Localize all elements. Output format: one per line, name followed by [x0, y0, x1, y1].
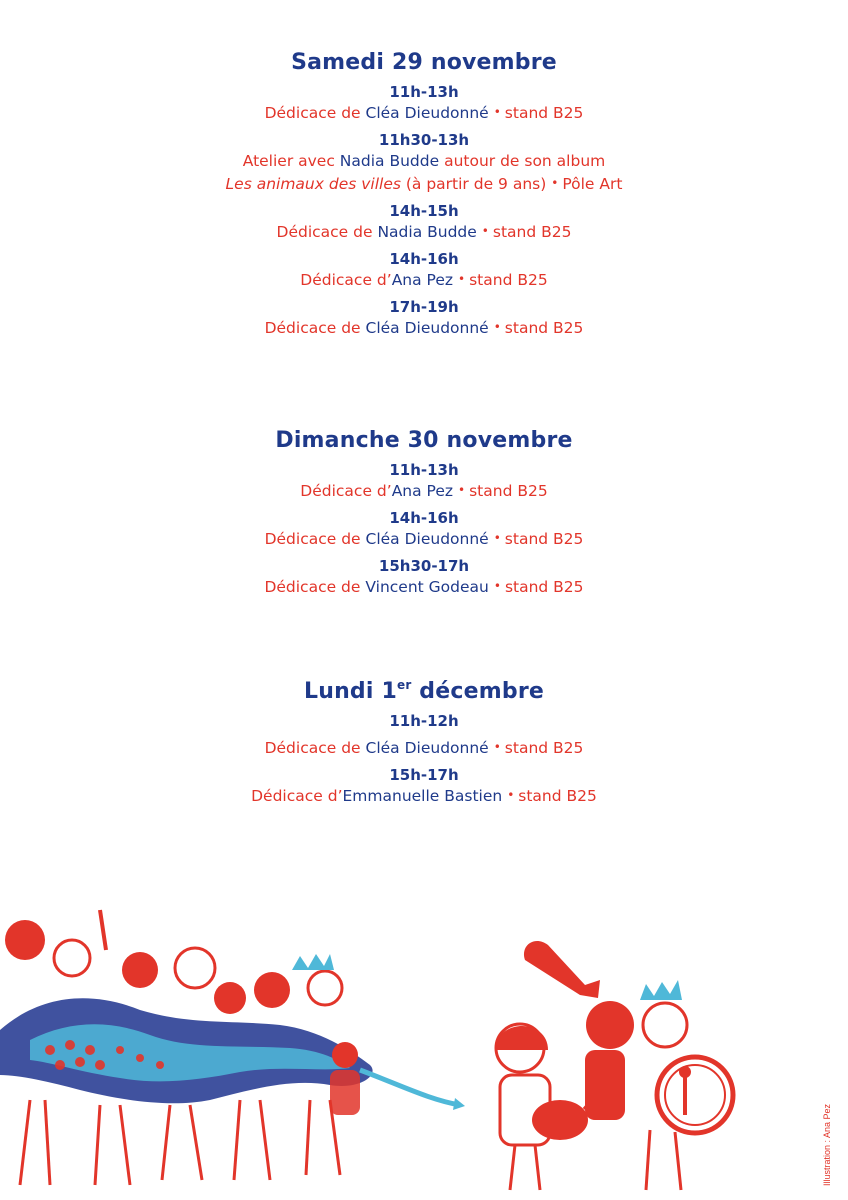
slot-prefix: Dédicace de	[264, 530, 366, 548]
time-slot	[0, 460, 848, 504]
slot-prefix: Atelier avec	[242, 152, 340, 170]
bullet-separator: •	[493, 740, 501, 754]
day-title: Dimanche 30 novembre	[275, 428, 573, 453]
figure-head	[175, 948, 215, 988]
author-name: Cléa Dieudonné	[365, 530, 489, 548]
bullet-separator: •	[493, 320, 501, 334]
slot-location: stand B25	[504, 104, 584, 122]
day-title	[0, 672, 848, 705]
slot-time: 17h-19h	[389, 298, 459, 316]
slot-time: 11h-12h	[389, 712, 459, 730]
slot-location: Pôle Art	[562, 175, 623, 193]
time-slot	[0, 508, 848, 552]
figure-head	[5, 920, 45, 960]
author-name: Ana Pez	[391, 482, 454, 500]
slot-description	[0, 737, 848, 761]
drum-icon	[657, 1057, 733, 1133]
bullet-separator: •	[481, 224, 489, 238]
parade-illustration	[0, 900, 848, 1200]
slot-location: stand B25	[469, 482, 548, 500]
figure-head	[586, 1001, 634, 1049]
slot-prefix: Dédicace de	[264, 104, 366, 122]
slot-time: 14h-15h	[389, 202, 459, 220]
slot-location: stand B25	[504, 319, 584, 337]
crown-icon	[640, 980, 682, 1000]
slot-description	[0, 576, 848, 600]
slot-description	[0, 150, 848, 173]
time-slot	[0, 765, 848, 809]
time-slot	[0, 201, 848, 245]
day-block-samedi	[0, 50, 848, 341]
slot-description	[0, 480, 848, 504]
slot-description	[0, 317, 848, 341]
figure-head	[643, 1003, 687, 1047]
album-note: (à partir de 9 ans)	[400, 175, 547, 193]
slot-description	[0, 785, 848, 809]
slot-description	[0, 221, 848, 245]
figure-head	[214, 982, 246, 1014]
time-slot	[0, 82, 848, 126]
slot-location: stand B25	[492, 223, 572, 241]
slot-prefix: Dédicace d’	[300, 482, 392, 500]
slot-location: stand B25	[469, 271, 548, 289]
figure-head	[308, 971, 342, 1005]
guitar-icon	[532, 1100, 588, 1140]
day-block-dimanche	[0, 428, 848, 600]
slot-description	[0, 102, 848, 126]
author-name: Cléa Dieudonné	[365, 104, 489, 122]
day-title: Samedi 29 novembre	[291, 50, 557, 75]
slot-time: 15h30-17h	[378, 557, 470, 575]
day-title-main: Lundi 1	[303, 679, 397, 704]
ordinal-suffix: er	[396, 678, 412, 692]
slot-description	[0, 528, 848, 552]
slot-prefix: Dédicace de	[264, 739, 366, 757]
slot-time: 11h30-13h	[378, 131, 470, 149]
slot-prefix: Dédicace de	[264, 319, 366, 337]
figure-head	[332, 1042, 358, 1068]
time-slot	[0, 711, 848, 761]
figure-head	[54, 940, 90, 976]
slot-prefix: Dédicace d’	[251, 787, 343, 805]
crowd-group	[0, 910, 465, 1185]
band-group	[496, 941, 733, 1190]
bullet-separator: •	[493, 579, 501, 593]
author-name: Cléa Dieudonné	[365, 319, 489, 337]
slot-location: stand B25	[504, 739, 584, 757]
bullet-separator: •	[507, 788, 515, 802]
author-name: Cléa Dieudonné	[365, 739, 489, 757]
slot-prefix: Dédicace d’	[300, 271, 392, 289]
author-name: Nadia Budde	[339, 152, 440, 170]
time-slot	[0, 130, 848, 197]
bullet-separator: •	[458, 272, 466, 286]
trumpet-icon	[524, 941, 600, 998]
bullet-separator: •	[493, 531, 501, 545]
time-slot	[0, 556, 848, 600]
slot-location: stand B25	[504, 530, 584, 548]
day-title-end: décembre	[411, 679, 544, 704]
figure-head	[254, 972, 290, 1008]
slot-time: 11h-13h	[389, 461, 459, 479]
bullet-separator: •	[551, 176, 559, 190]
illustration-credit: Illustration : Ana Pez	[822, 1103, 832, 1186]
time-slot	[0, 249, 848, 293]
figure-head	[122, 952, 158, 988]
album-title: Les animaux des villes	[225, 175, 401, 193]
slot-prefix: Dédicace de	[276, 223, 378, 241]
author-name: Vincent Godeau	[365, 578, 489, 596]
time-slot	[0, 297, 848, 341]
slot-suffix: autour de son album	[439, 152, 606, 170]
slot-location: stand B25	[518, 787, 597, 805]
author-name: Ana Pez	[391, 271, 454, 289]
slot-time: 15h-17h	[389, 766, 459, 784]
bullet-separator: •	[458, 483, 466, 497]
bullet-separator: •	[493, 105, 501, 119]
slot-time: 11h-13h	[389, 83, 459, 101]
day-block-lundi	[0, 672, 848, 809]
slot-time: 14h-16h	[389, 509, 459, 527]
slot-location: stand B25	[504, 578, 584, 596]
slot-prefix: Dédicace de	[264, 578, 366, 596]
author-name: Emmanuelle Bastien	[342, 787, 503, 805]
slot-description	[0, 269, 848, 293]
slot-description-cont	[0, 173, 848, 197]
slot-time: 14h-16h	[389, 250, 459, 268]
crown-icon	[292, 954, 334, 970]
author-name: Nadia Budde	[377, 223, 477, 241]
